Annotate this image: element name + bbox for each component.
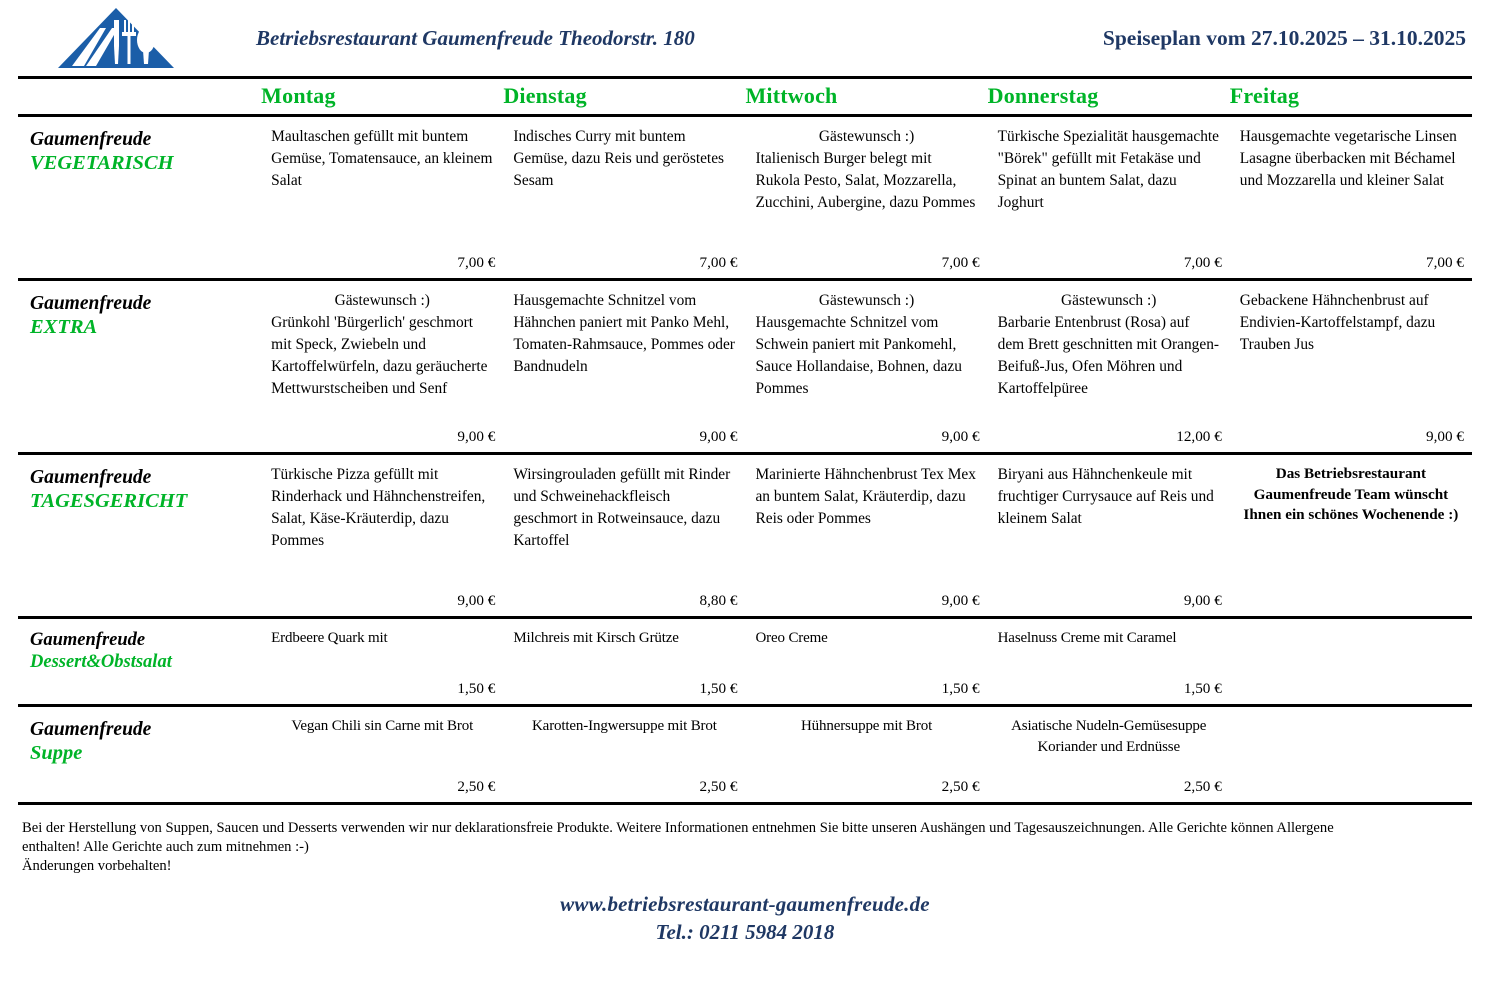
dish-description: Marinierte Hähnchenbrust Tex Mex an buntem Salat, Kräuterdip, dazu Reis oder Pommes — [755, 466, 976, 527]
category-vegetarisch — [18, 116, 261, 280]
dish-description: Vegan Chili sin Carne mit Brot — [291, 718, 474, 734]
dish-cell-suppe-donnerstag — [988, 706, 1230, 775]
dish-cell-extra-donnerstag — [988, 280, 1230, 425]
category-label-top: Gaumenfreude — [30, 630, 146, 650]
price-extra-mittwoch: 9,00 € — [941, 428, 980, 445]
dish-cell-tages-montag — [261, 454, 503, 589]
allergen-note-line-3: Änderungen vorbehalten! — [22, 857, 172, 874]
price-dessert-donnerstag: 1,50 € — [1183, 680, 1222, 697]
price-tages-freitag — [1230, 588, 1472, 618]
phone-number[interactable]: Tel.: 0211 5984 2018 — [655, 919, 835, 944]
dish-cell-dessert-donnerstag — [988, 618, 1230, 677]
allergen-note-line-2: enthalten! Alle Gerichte auch zum mitnehmen :-) — [22, 838, 309, 855]
dish-cell-tages-donnerstag — [988, 454, 1230, 589]
dish-description: Erdbeere Quark mit — [271, 630, 388, 646]
price-suppe-freitag — [1230, 774, 1472, 804]
price-tages-mittwoch: 9,00 € — [941, 592, 980, 609]
dish-cell-veg-freitag — [1230, 116, 1472, 251]
category-dessert — [18, 618, 261, 706]
dish-description: Milchreis mit Kirsch Grütze — [513, 630, 679, 646]
website-link[interactable]: www.betriebsrestaurant-gaumenfreude.de — [560, 891, 930, 916]
price-dessert-freitag — [1230, 676, 1472, 706]
category-suppe — [18, 706, 261, 804]
dish-description: Türkische Pizza gefüllt mit Rinderhack und Hähnchenstreifen, Salat, Käse-Kräuterdip, dazu Pommes — [271, 466, 486, 549]
price-veg-donnerstag: 7,00 € — [1183, 254, 1222, 271]
day-header-donnerstag: Donnerstag — [987, 83, 1099, 108]
allergen-note — [18, 819, 1472, 876]
row-tagesgericht — [18, 454, 1472, 589]
dish-description: Hühnersuppe mit Brot — [800, 718, 933, 734]
dish-description: Maultaschen gefüllt mit buntem Gemüse, Tomatensauce, an kleinem Salat — [271, 128, 493, 189]
category-extra — [18, 280, 261, 454]
price-veg-mittwoch: 7,00 € — [941, 254, 980, 271]
dish-description: Gebackene Hähnchenbrust auf Endivien-Kartoffelstampf, dazu Trauben Jus — [1239, 292, 1436, 353]
category-label-top: Gaumenfreude — [30, 293, 152, 314]
category-label-main: VEGETARISCH — [30, 152, 174, 174]
dish-cell-dessert-dienstag — [503, 618, 745, 677]
day-header-montag: Montag — [261, 83, 336, 108]
category-label-top: Gaumenfreude — [30, 467, 152, 488]
price-dessert-dienstag: 1,50 € — [699, 680, 738, 697]
corner-cell — [18, 78, 261, 116]
price-tages-dienstag: 8,80 € — [699, 592, 738, 609]
price-veg-montag: 7,00 € — [457, 254, 496, 271]
dish-cell-veg-donnerstag — [988, 116, 1230, 251]
price-suppe-montag: 2,50 € — [457, 778, 496, 795]
price-tages-donnerstag: 9,00 € — [1183, 592, 1222, 609]
price-extra-freitag: 9,00 € — [1426, 428, 1464, 445]
price-veg-freitag: 7,00 € — [1426, 254, 1464, 271]
dish-cell-extra-montag — [261, 280, 503, 425]
wish-label: Gästewunsch :) — [818, 128, 915, 145]
page-title: Betriebsrestaurant Gaumenfreude Theodorstr. 180 — [256, 25, 695, 50]
allergen-note-line-1: Bei der Herstellung von Suppen, Saucen und Desserts verwenden wir nur deklarationsfreie Produkte. Weitere Informationen entnehmen Sie bitte unseren Aushängen und Tagesauszeichnungen. Alle Gerichte können Allergene — [22, 820, 1334, 836]
menu-table — [18, 76, 1472, 805]
day-header-row — [18, 78, 1472, 116]
dish-cell-tages-dienstag — [503, 454, 745, 589]
contact-block — [18, 892, 1472, 945]
day-header-freitag: Freitag — [1229, 83, 1300, 108]
price-dessert-mittwoch: 1,50 € — [941, 680, 980, 697]
category-label-top: Gaumenfreude — [30, 129, 152, 150]
dish-description: Karotten-Ingwersuppe mit Brot — [532, 718, 717, 734]
day-header-mittwoch: Mittwoch — [745, 83, 838, 108]
dish-description: Hausgemachte vegetarische Linsen Lasagne überbacken mit Béchamel und Mozzarella und kleiner Salat — [1239, 128, 1457, 189]
dish-description: Asiatische Nudeln-Gemüsesuppe Koriander und Erdnüsse — [1011, 718, 1207, 756]
category-label-main: Suppe — [30, 742, 83, 764]
category-label-main: EXTRA — [30, 316, 98, 338]
dish-description: Barbarie Entenbrust (Rosa) auf dem Brett geschnitten mit Orangen-Beifuß-Jus, Ofen Möhren und Kartoffelpüree — [997, 313, 1220, 397]
dish-cell-dessert-mittwoch — [745, 618, 987, 677]
weekend-message: Das Betriebsrestaurant Gaumenfreude Team wünscht Ihnen ein schönes Wochenende :) — [1243, 465, 1459, 524]
price-veg-dienstag: 7,00 € — [699, 254, 738, 271]
price-suppe-dienstag: 2,50 € — [699, 778, 738, 795]
dish-description: Italienisch Burger belegt mit Rukola Pesto, Salat, Mozzarella, Zucchini, Aubergine, dazu Pommes — [755, 149, 976, 211]
price-extra-montag: 9,00 € — [457, 428, 496, 445]
category-label-main: Dessert&Obstsalat — [30, 651, 172, 672]
day-header-dienstag: Dienstag — [503, 83, 587, 108]
dish-description: Hausgemachte Schnitzel vom Hähnchen paniert mit Panko Mehl, Tomaten-Rahmsauce, Pommes oder Bandnudeln — [513, 292, 735, 375]
dish-description: Türkische Spezialität hausgemachte "Börek" gefüllt mit Fetakäse und Spinat an buntem Salat, dazu Joghurt — [997, 128, 1219, 211]
dish-description: Wirsingrouladen gefüllt mit Rinder und Schweinehackfleisch geschmort in Rotweinsauce, dazu Kartoffel — [513, 466, 731, 549]
wish-label: Gästewunsch :) — [1061, 292, 1157, 309]
price-extra-donnerstag: 12,00 € — [1176, 428, 1222, 445]
triangle-cutlery-logo-icon — [56, 6, 176, 70]
price-dessert-montag: 1,50 € — [457, 680, 496, 697]
category-label-main: TAGESGERICHT — [30, 490, 188, 512]
dish-description: Hausgemachte Schnitzel vom Schwein paniert mit Pankomehl, Sauce Hollandaise, Bohnen, dazu Pommes — [755, 313, 962, 397]
dish-cell-extra-mittwoch — [745, 280, 987, 425]
dish-cell-veg-montag — [261, 116, 503, 251]
dish-cell-extra-dienstag — [503, 280, 745, 425]
dish-description: Biryani aus Hähnchenkeule mit fruchtiger Currysauce auf Reis und kleinem Salat — [997, 466, 1214, 527]
category-tagesgericht — [18, 454, 261, 618]
plan-period-label: Speiseplan vom 27.10.2025 – 31.10.2025 — [1102, 25, 1466, 50]
price-suppe-donnerstag: 2,50 € — [1183, 778, 1222, 795]
price-tages-montag: 9,00 € — [457, 592, 496, 609]
dish-cell-extra-freitag — [1230, 280, 1472, 425]
page-header — [18, 0, 1472, 76]
dish-cell-tages-freitag — [1230, 454, 1472, 589]
row-extra — [18, 280, 1472, 425]
dish-description: Indisches Curry mit buntem Gemüse, dazu Reis und geröstetes Sesam — [513, 128, 725, 189]
price-suppe-mittwoch: 2,50 € — [941, 778, 980, 795]
price-extra-dienstag: 9,00 € — [699, 428, 738, 445]
dish-cell-suppe-freitag — [1230, 706, 1472, 775]
dish-cell-veg-dienstag — [503, 116, 745, 251]
dish-cell-tages-mittwoch — [745, 454, 987, 589]
dish-cell-dessert-freitag — [1230, 618, 1472, 677]
restaurant-logo — [18, 2, 218, 74]
row-vegetarisch — [18, 116, 1472, 251]
dish-cell-suppe-montag — [261, 706, 503, 775]
dish-cell-dessert-montag — [261, 618, 503, 677]
wish-label: Gästewunsch :) — [334, 292, 430, 309]
dish-description: Haselnuss Creme mit Caramel — [997, 630, 1177, 646]
row-suppe — [18, 706, 1472, 775]
dish-cell-veg-mittwoch — [745, 116, 987, 251]
category-label-top: Gaumenfreude — [30, 719, 152, 740]
wish-label: Gästewunsch :) — [818, 292, 915, 309]
dish-description: Grünkohl 'Bürgerlich' geschmort mit Speck, Zwiebeln und Kartoffelwürfeln, dazu geräucherte Mettwurstscheiben und Senf — [271, 313, 488, 397]
dish-cell-suppe-dienstag — [503, 706, 745, 775]
row-dessert — [18, 618, 1472, 677]
dish-description: Oreo Creme — [755, 630, 828, 646]
dish-cell-suppe-mittwoch — [745, 706, 987, 775]
